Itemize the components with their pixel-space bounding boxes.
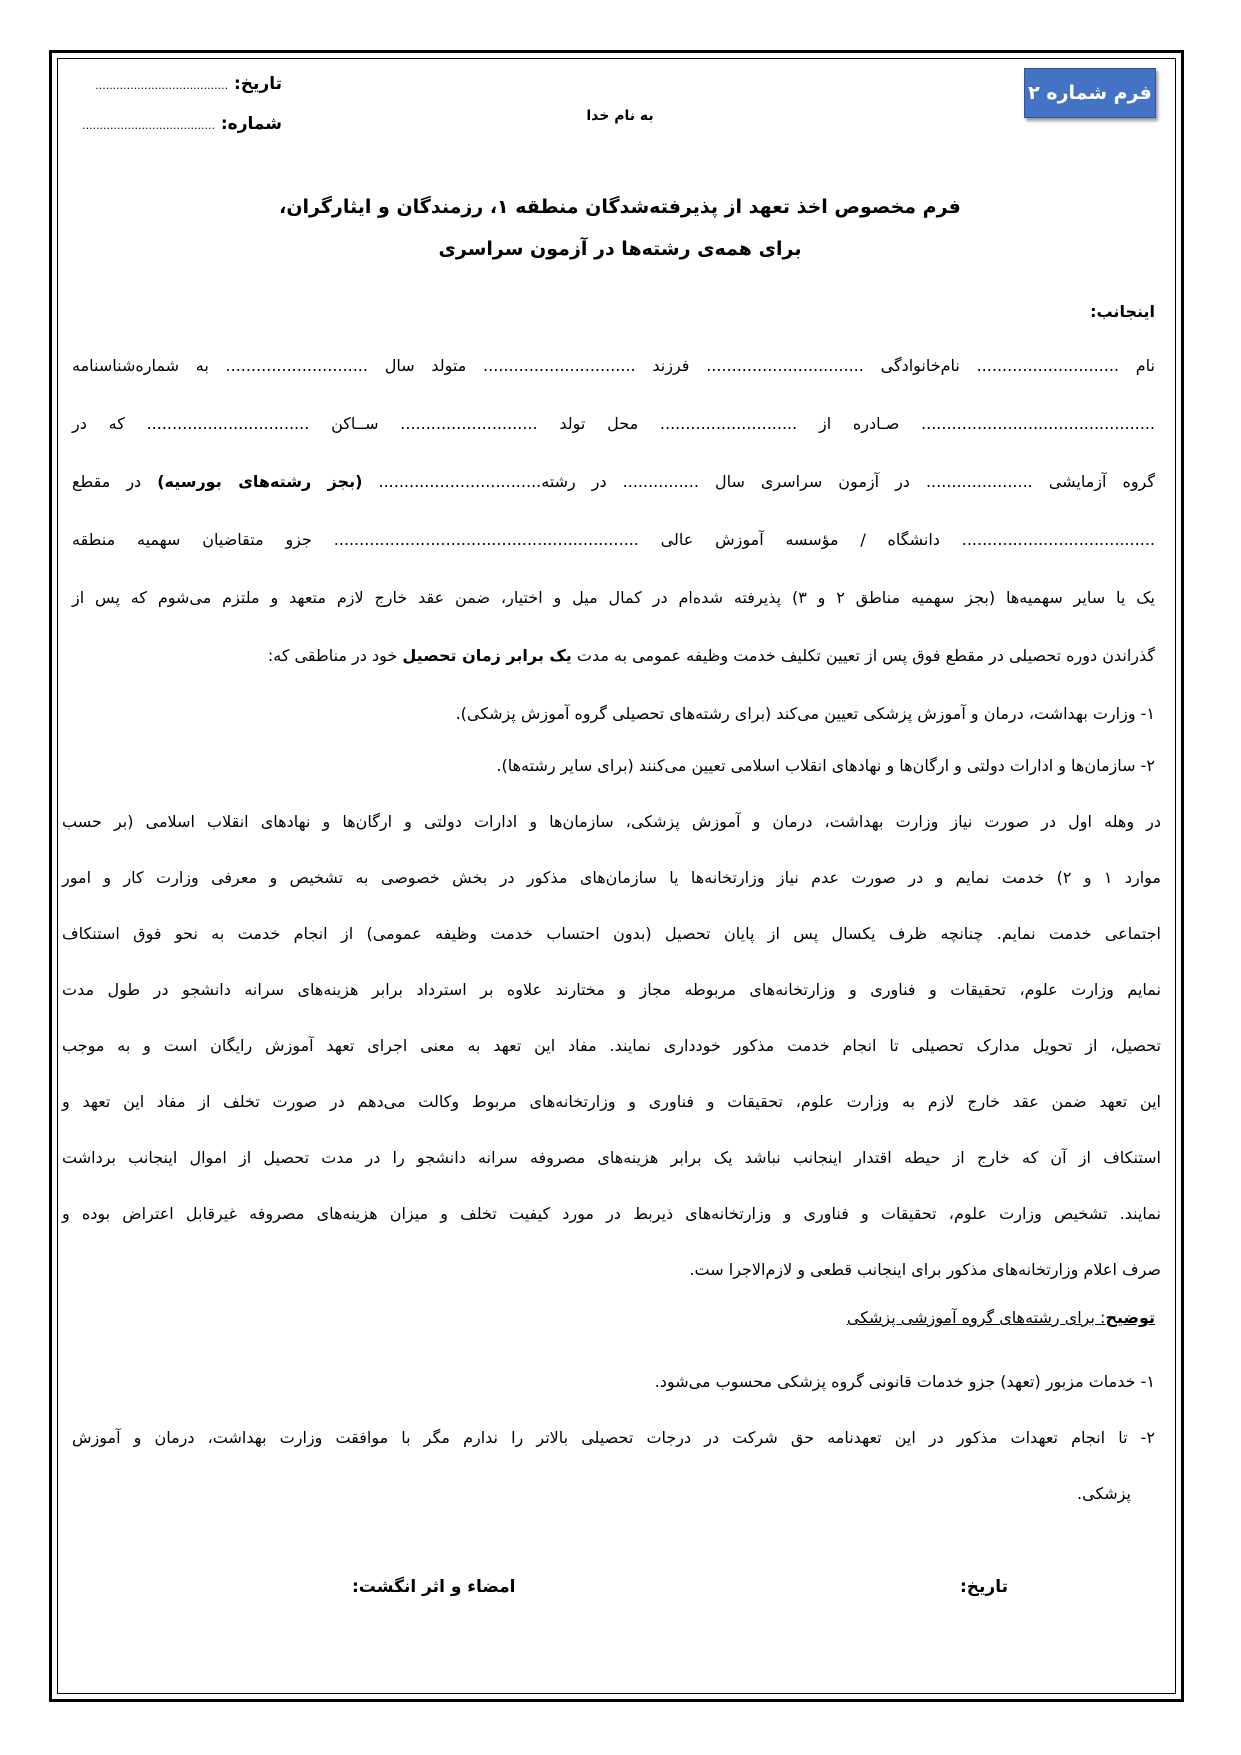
note-item-1: ۱- خدمات مزبور (تعهد) جزو خدمات قانونی گروه پزشکی محسوب می‌شود. bbox=[654, 1372, 1155, 1391]
paragraph-line-8: نمایند. تشخیص وزارت علوم، تحقیقات و فناوری و وزارتخانه‌های ذیربط در مورد کیفیت تخلف و میزان هزینه‌های مصروفه غیرقابل اعتراض بوده و bbox=[62, 1204, 1161, 1223]
note-heading-text bbox=[847, 1308, 1155, 1327]
list-item-1: ۱- وزارت بهداشت، درمان و آموزش پزشکی تعیین می‌کند (برای رشته‌های تحصیلی گروه آموزش پزشکی). bbox=[455, 704, 1155, 723]
date-dots: ...................................... bbox=[95, 79, 229, 92]
paragraph-line-1: در وهله اول در صورت نیاز وزارت بهداشت، درمان و آموزش پزشکی، سازمان‌ها و ادارات دولتی و ارگان‌ها و نهادهای انقلاب اسلامی (بر حسب bbox=[62, 812, 1161, 831]
note-item-2-continuation: پزشکی. bbox=[1077, 1484, 1131, 1503]
body-line-3-b: (بجز رشته‌های بورسیه) bbox=[157, 472, 363, 491]
body-line-6-b: یک برابر زمان تحصیل bbox=[402, 646, 572, 665]
paragraph-line-3: اجتماعی خدمت نمایم. چنانچه ظرف یکسال پس از پایان تحصیل (بدون احتساب خدمت وظیفه عمومی) از انجام خدمت به نحو فوق استنکاف bbox=[62, 924, 1161, 943]
paragraph-line-4: نمایم وزارت علوم، تحقیقات و فناوری و وزارتخانه‌های مربوطه مجاز و مختارند علاوه بر استرداد برابر هزینه‌های سرانه دانشجو در طول مدت bbox=[62, 980, 1161, 999]
number-field bbox=[72, 114, 282, 134]
body-line-5: یک یا سایر سهمیه‌ها (بجز سهمیه مناطق ۲ و ۳) پذیرفته شده‌ام در کمال میل و اختیار، ضمن عقد خارج لازم متعهد و ملتزم می‌شوم که پس از bbox=[72, 588, 1155, 607]
body-line-6-c: خود در مناطقی که: bbox=[267, 646, 398, 665]
paragraph-line-5: تحصیل، از تحویل مدارک تحصیلی تا انجام خدمت مذکور خودداری نمایند. مفاد این تعهد به معنی اجرای تعهد آموزش رایگان است و به موجب bbox=[62, 1036, 1161, 1055]
body-line-3-a: گروه آزمایشی ..................... در آزمون سراسری سال ............... در رشته................................ bbox=[378, 472, 1155, 491]
signature-date-label: تاریخ: bbox=[960, 1577, 1008, 1597]
paragraph-line-2: موارد ۱ و ۲) خدمت نمایم و در صورت عدم نیاز وزارتخانه‌ها یا سازمان‌های مذکور در بخش خصوصی به تشخیص و معرفی وزارت کار و امور bbox=[62, 868, 1162, 887]
body-line-6 bbox=[72, 646, 1155, 665]
bismillah-heading: به نام خدا bbox=[586, 108, 654, 124]
number-dots: ...................................... bbox=[82, 119, 215, 132]
body-line-2: .............................................. صـادره از ........................... محل تولد ........................... ســاکن ................................ که در bbox=[72, 414, 1155, 433]
note-item-2: ۲- تا انجام تعهدات مذکور در این تعهدنامه حق شرکت در درجات تحصیلی بالاتر را ندارم مگر با موافقت وزارت بهداشت، درمان و آموزش bbox=[72, 1428, 1155, 1447]
intro-label: اینجانب: bbox=[1090, 302, 1155, 321]
note-text: : برای رشته‌های گروه آموزشی پزشکی bbox=[846, 1308, 1106, 1327]
list-item-2: ۲- سازمان‌ها و ادارات دولتی و ارگان‌ها و نهادهای انقلاب اسلامی تعیین می‌کنند (برای سایر رشته‌ها). bbox=[496, 756, 1155, 775]
paragraph-line-9: صرف اعلام وزارتخانه‌های مذکور برای اینجانب قطعی و لازم‌الاجرا ست. bbox=[689, 1260, 1161, 1279]
body-line-3-c: در مقطع bbox=[72, 472, 142, 491]
paragraph-line-6: این تعهد ضمن عقد خارج لازم به وزارت علوم، تحقیقات و فناوری و وزارتخانه‌های مربوط وکالت می‌دهم در صورت تخلف از مفاد این تعهد و bbox=[62, 1092, 1161, 1111]
paragraph-line-7: استنکاف از آن که خارج از حیطه اقتدار اینجانب نباشد یک برابر هزینه‌های مصروفه سرانه دانشجو را در مدت تحصیل از اموال اینجانب برداشت bbox=[62, 1148, 1161, 1167]
note-label: توضیح bbox=[1105, 1308, 1155, 1327]
form-title-line-1: فرم مخصوص اخذ تعهد از پذیرفته‌شدگان منطقه ۱، رزمندگان و ایثارگران، bbox=[279, 196, 961, 218]
number-label: شماره: bbox=[220, 114, 282, 134]
date-field bbox=[72, 74, 282, 94]
form-title-line-2: برای همه‌ی رشته‌ها در آزمون سراسری bbox=[438, 238, 802, 260]
note-heading bbox=[72, 1308, 1155, 1327]
date-label: تاریخ: bbox=[234, 74, 282, 94]
signature-fingerprint-label: امضاء و اثر انگشت: bbox=[352, 1577, 516, 1597]
body-line-6-a: گذراندن دوره تحصیلی در مقطع فوق پس از تعیین تکلیف خدمت وظیفه عمومی به مدت bbox=[576, 646, 1155, 665]
body-line-4: ...................................... دانشگاه / مؤسسه آموزش عالی ............................................................ جزو متقاضیان سهمیه منطقه bbox=[72, 530, 1155, 549]
body-line-1: نام ............................ نام‌خانوادگی ............................... فرزند .............................. متولد سال ............................ به شماره‌شناسنامه bbox=[72, 356, 1155, 375]
body-line-3 bbox=[72, 472, 1155, 491]
form-number-badge: فرم شماره ۲ bbox=[1024, 68, 1156, 118]
